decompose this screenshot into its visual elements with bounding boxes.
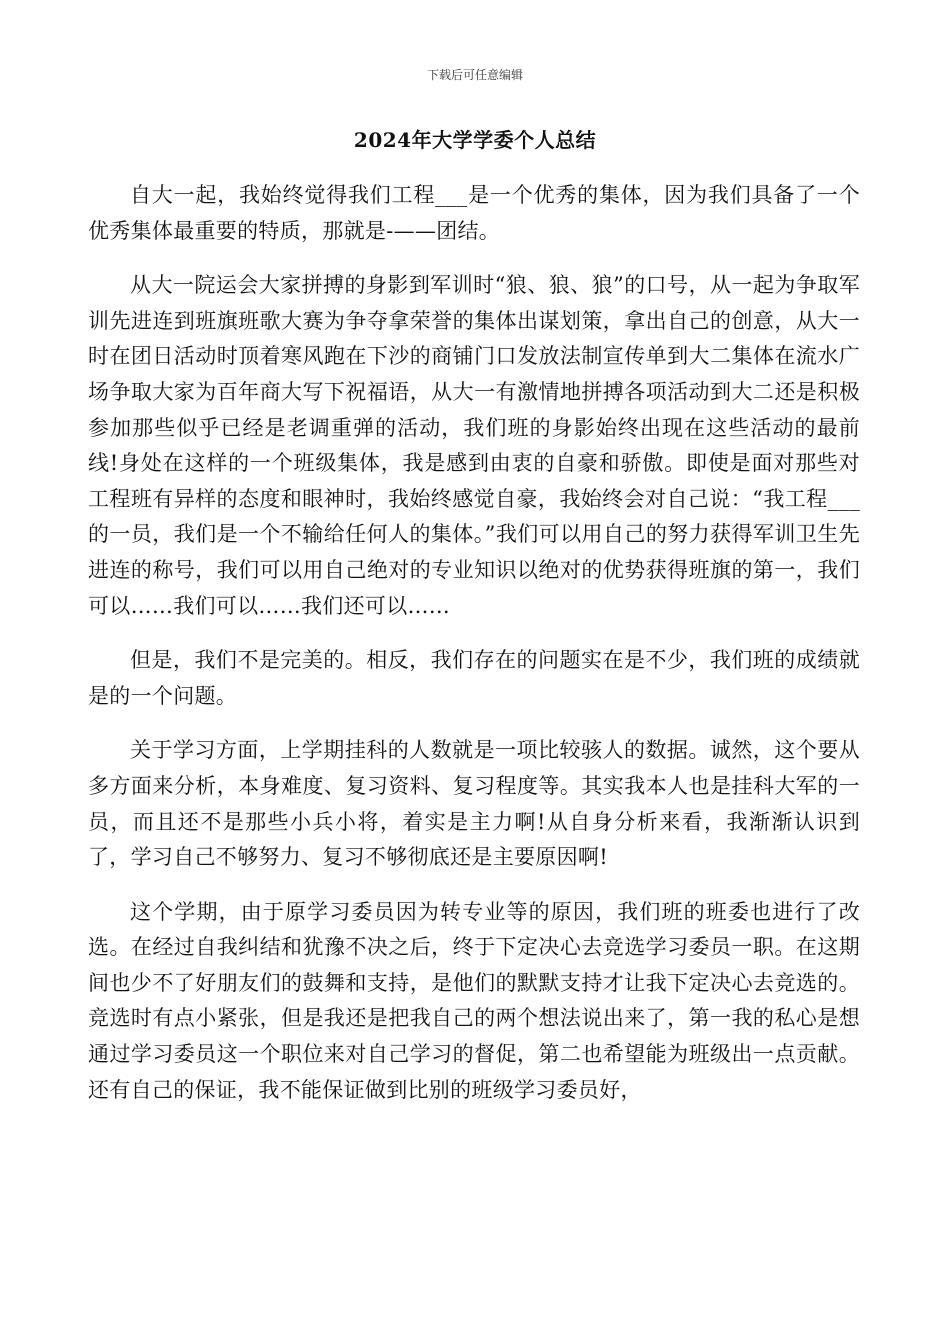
download-note: 下载后可任意编辑 xyxy=(426,68,523,82)
paragraph-1: 自大一起，我始终觉得我们工程___是一个优秀的集体，因为我们具备了一个优秀集体最重要的特质，那就是-——团结。 xyxy=(88,183,860,243)
paragraph-3: 但是，我们不是完美的。相反，我们存在的问题实在是不少，我们班的成绩就是的一个问题。 xyxy=(88,648,860,708)
paragraph-4: 关于学习方面，上学期挂科的人数就是一项比较骇人的数据。诚然，这个要从多方面来分析，本身难度、复习资料、复习程度等。其实我本人也是挂科大军的一员，而且还不是那些小兵小将，着实是主力啊!从自身分析来看，我渐渐认识到了，学习自己不够努力、复习不够彻底还是主要原因啊! xyxy=(88,738,860,870)
document-title: 2024年大学学委个人总结 xyxy=(353,128,597,152)
paragraph-2: 从大一院运会大家拼搏的身影到军训时“狼、狼、狼”的口号，从一起为争取军训先进连到班旗班歌大赛为争夺拿荣誉的集体出谋划策，拿出自己的创意，从大一时在团日活动时顶着寒风跑在下沙的商铺门口发放法制宣传单到大二集体在流水广场争取大家为百年商大写下祝福语，从大一有激情地拼搏各项活动到大二还是积极参加那些似乎已经是老调重弹的活动，我们班的身影始终出现在这些活动的最前线!身处在这样的一个班级集体，我是感到由衷的自豪和骄傲。即使是面对那些对工程班有异样的态度和眼神时，我始终感觉自豪，我始终会对自己说：“我工程___的一员，我们是一个不输给任何人的集体。”我们可以用自己的努力获得军训卫生先进连的称号，我们可以用自己绝对的专业知识以绝对的优势获得班旗的第一，我们可以……我们可以……我们还可以…… xyxy=(88,273,860,618)
paragraph-5: 这个学期，由于原学习委员因为转专业等的原因，我们班的班委也进行了改选。在经过自我纠结和犹豫不决之后，终于下定决心去竞选学习委员一职。在这期间也少不了好朋友们的鼓舞和支持，是他们的默默支持才让我下定决心去竞选的。竞选时有点小紧张，但是我还是把我自己的两个想法说出来了，第一我的私心是想通过学习委员这一个职位来对自己学习的督促，第二也希望能为班级出一点贡献。还有自己的保证，我不能保证做到比别的班级学习委员好， xyxy=(88,899,860,1102)
document-body xyxy=(88,178,860,1127)
